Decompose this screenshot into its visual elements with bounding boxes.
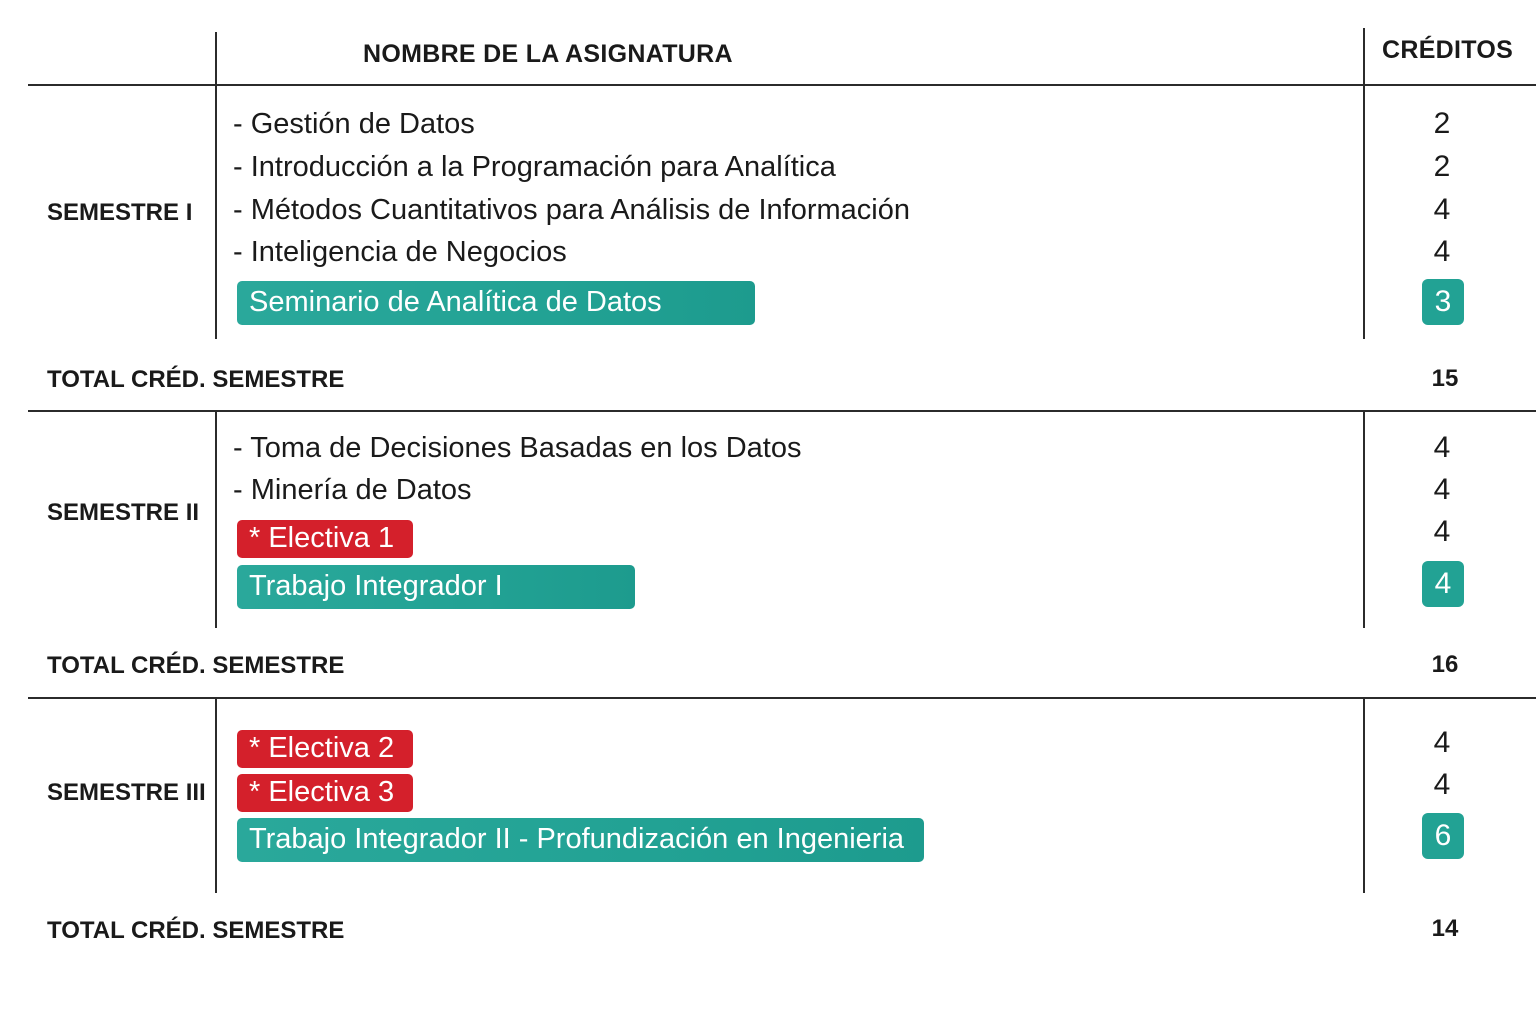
course-credits-highlight: 3	[1422, 279, 1464, 325]
course-credits: 4	[1433, 473, 1451, 506]
semester-rule	[28, 697, 1536, 699]
course-credits: 4	[1433, 768, 1451, 801]
semester-label: SEMESTRE I	[47, 199, 193, 226]
course-name-highlight: Trabajo Integrador II - Profundización en Ingenieria	[237, 818, 924, 862]
course-name-highlight: Seminario de Analítica de Datos	[237, 281, 755, 325]
semester-divider-right	[1363, 699, 1365, 893]
total-credits-value: 15	[1431, 365, 1459, 392]
semester-divider-left	[215, 86, 217, 339]
course-credits: 2	[1433, 107, 1451, 140]
course-credits-highlight: 6	[1422, 813, 1464, 859]
course-name: - Métodos Cuantitativos para Análisis de Información	[233, 194, 911, 226]
header-divider-left	[215, 32, 217, 86]
total-credits-value: 14	[1431, 915, 1459, 942]
elective-badge: * Electiva 2	[237, 730, 413, 768]
semester-rule	[28, 410, 1536, 412]
course-credits: 4	[1433, 726, 1451, 759]
course-credits: 4	[1433, 193, 1451, 226]
course-name: - Minería de Datos	[233, 474, 472, 506]
credits-column-header: CRÉDITOS	[1382, 36, 1514, 64]
course-credits-highlight: 4	[1422, 561, 1464, 607]
course-credits: 2	[1433, 150, 1451, 183]
semester-divider-left	[215, 699, 217, 893]
semester-divider-right	[1363, 412, 1365, 628]
semester-label: SEMESTRE III	[47, 779, 206, 806]
total-credits-label: TOTAL CRÉD. SEMESTRE	[47, 652, 345, 679]
course-name: - Introducción a la Programación para Analítica	[233, 151, 836, 183]
course-name-highlight: Trabajo Integrador I	[237, 565, 635, 609]
elective-badge: * Electiva 1	[237, 520, 413, 558]
header-rule	[28, 84, 1536, 86]
total-credits-value: 16	[1431, 651, 1459, 678]
semester-divider-left	[215, 412, 217, 628]
course-credits: 4	[1433, 431, 1451, 464]
elective-badge: * Electiva 3	[237, 774, 413, 812]
header-divider-right	[1363, 28, 1365, 86]
course-credits: 4	[1433, 235, 1451, 268]
semester-label: SEMESTRE II	[47, 499, 200, 526]
course-name: - Toma de Decisiones Basadas en los Datos	[233, 432, 802, 464]
course-name: - Gestión de Datos	[233, 108, 475, 140]
semester-divider-right	[1363, 86, 1365, 339]
total-credits-label: TOTAL CRÉD. SEMESTRE	[47, 366, 345, 393]
total-credits-label: TOTAL CRÉD. SEMESTRE	[47, 917, 345, 944]
course-credits: 4	[1433, 515, 1451, 548]
course-name: - Inteligencia de Negocios	[233, 236, 567, 268]
subject-column-header: NOMBRE DE LA ASIGNATURA	[363, 40, 733, 68]
